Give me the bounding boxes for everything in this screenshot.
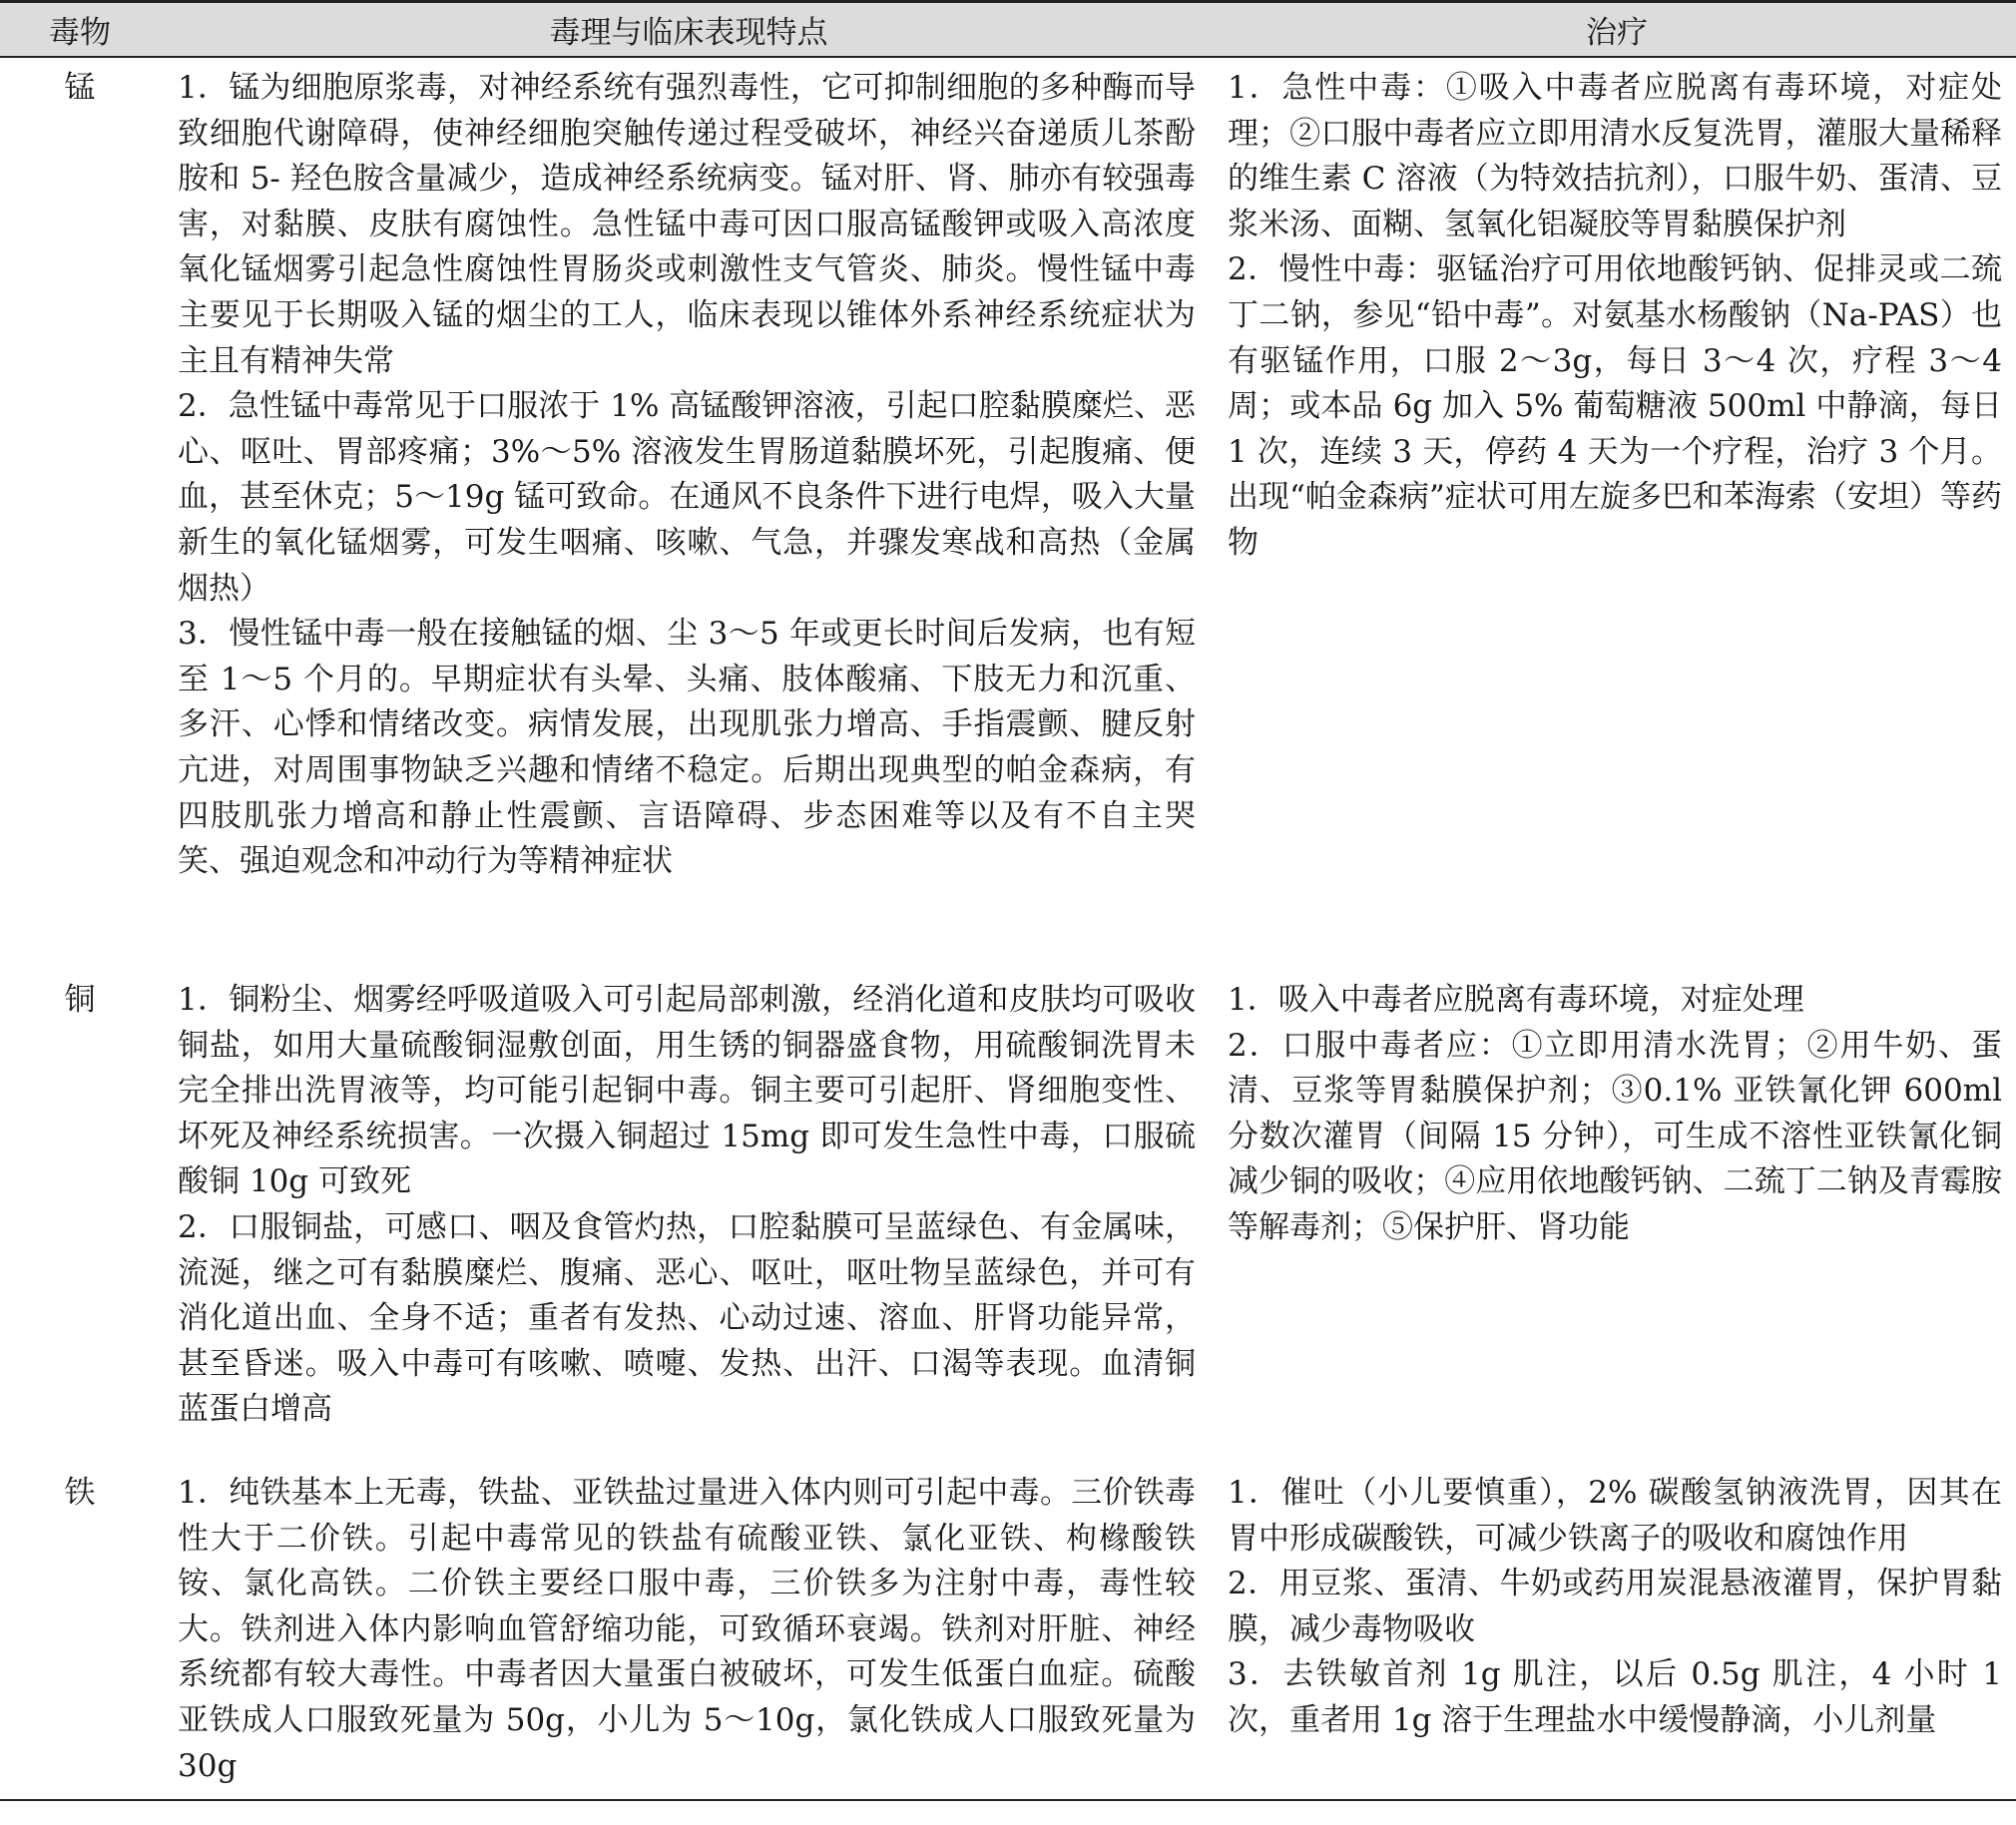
toxicity-cell	[160, 57, 1218, 970]
table-header-row	[0, 2, 2016, 58]
header-poison: 毒物	[0, 2, 160, 58]
treatment-cell	[1218, 970, 2016, 1463]
toxicity-paragraph: 2．急性锰中毒常见于口服浓于 1% 高锰酸钾溶液，引起口腔黏膜糜烂、恶心、呕吐、胃部疼痛；3%～5% 溶液发生胃肠道黏膜坏死，引起腹痛、便血，甚至休克；5～19g 锰可致命。在通风不良条件下进行电焊，吸入大量新生的氧化锰烟雾，可发生咽痛、咳嗽、气急，并骤发寒战和高热（金属烟热）	[178, 388, 1196, 607]
table-row	[0, 970, 2016, 1463]
treatment-paragraph: 2．口服中毒者应：①立即用清水洗胃；②用牛奶、蛋清、豆浆等胃黏膜保护剂；③0.1% 亚铁氰化钾 600ml 分数次灌胃（间隔 15 分钟），可生成不溶性亚铁氰化铜减少铜的吸收；④应用依地酸钙钠、二巯丁二钠及青霉胺等解毒剂；⑤保护肝、肾功能	[1228, 1027, 2002, 1245]
treatment-paragraph: 2．慢性中毒：驱锰治疗可用依地酸钙钠、促排灵或二巯丁二钠，参见“铅中毒”。对氨基水杨酸钠（Na-PAS）也有驱锰作用，口服 2～3g，每日 3～4 次，疗程 3～4 周；或本品 6g 加入 5% 葡萄糖液 500ml 中静滴，每日 1 次，连续 3 天，停药 4 天为一个疗程，治疗 3 个月。出现“帕金森病”症状可用左旋多巴和苯海索（安坦）等药物	[1228, 251, 2002, 561]
poison-cell: 铁	[0, 1463, 160, 1800]
table-row	[0, 57, 2016, 970]
treatment-cell	[1218, 57, 2016, 970]
header-treatment: 治疗	[1218, 2, 2016, 58]
poison-cell: 锰	[64, 70, 96, 106]
treatment-cell	[1218, 1463, 2016, 1800]
poison-cell: 铜	[64, 982, 96, 1018]
toxicity-paragraph: 1．锰为细胞原浆毒，对神经系统有强烈毒性，它可抑制细胞的多种酶而导致细胞代谢障碍，使神经细胞突触传递过程受破坏，神经兴奋递质儿茶酚胺和 5- 羟色胺含量减少，造成神经系统病变。锰对肝、肾、肺亦有较强毒害，对黏膜、皮肤有腐蚀性。急性锰中毒可因口服高锰酸钾或吸入高浓度氧化锰烟雾引起急性腐蚀性胃肠炎或刺激性支气管炎、肺炎。慢性锰中毒主要见于长期吸入锰的烟尘的工人，临床表现以锥体外系神经系统症状为主且有精神失常	[178, 70, 1196, 379]
treatment-paragraph: 1．急性中毒：①吸入中毒者应脱离有毒环境，对症处理；②口服中毒者应立即用清水反复洗胃，灌服大量稀释的维生素 C 溶液（为特效拮抗剂），口服牛奶、蛋清、豆浆米汤、面糊、氢氧化铝凝胶等胃黏膜保护剂	[1228, 70, 2002, 242]
toxicity-paragraph: 3．慢性锰中毒一般在接触锰的烟、尘 3～5 年或更长时间后发病，也有短至 1～5 个月的。早期症状有头晕、头痛、肢体酸痛、下肢无力和沉重、多汗、心悸和情绪改变。病情发展，出现肌张力增高、手指震颤、腱反射亢进，对周围事物缺乏兴趣和情绪不稳定。后期出现典型的帕金森病，有四肢肌张力增高和静止性震颤、言语障碍、步态困难等以及有不自主哭笑、强迫观念和冲动行为等精神症状	[178, 616, 1196, 880]
treatment-paragraph: 1．吸入中毒者应脱离有毒环境，对症处理	[1228, 982, 1804, 1018]
header-toxicity: 毒理与临床表现特点	[160, 2, 1218, 58]
toxicity-paragraph: 2．口服铜盐，可感口、咽及食管灼热，口腔黏膜可呈蓝绿色、有金属味，流涎，继之可有黏膜糜烂、腹痛、恶心、呕吐，呕吐物呈蓝绿色，并可有消化道出血、全身不适；重者有发热、心动过速、溶血、肝肾功能异常，甚至昏迷。吸入中毒可有咳嗽、喷嚏、发热、出汗、口渴等表现。血清铜蓝蛋白增高	[178, 1208, 1196, 1428]
toxicity-cell	[160, 1463, 1218, 1800]
treatment-paragraph: 1．催吐（小儿要慎重），2% 碳酸氢钠液洗胃，因其在胃中形成碳酸铁，可减少铁离子的吸收和腐蚀作用	[1228, 1475, 2002, 1557]
toxicity-paragraph: 1．纯铁基本上无毒，铁盐、亚铁盐过量进入体内则可引起中毒。三价铁毒性大于二价铁。引起中毒常见的铁盐有硫酸亚铁、氯化亚铁、枸橼酸铁铵、氯化高铁。二价铁主要经口服中毒，三价铁多为注射中毒，毒性较大。铁剂进入体内影响血管舒缩功能，可致循环衰竭。铁剂对肝脏、神经系统都有较大毒性。中毒者因大量蛋白被破坏，可发生低蛋白血症。硫酸亚铁成人口服致死量为 50g，小儿为 5～10g，氯化铁成人口服致死量为 30g	[178, 1475, 1196, 1784]
table-row	[0, 1463, 2016, 1800]
toxicity-cell	[160, 970, 1218, 1463]
treatment-paragraph: 3．去铁敏首剂 1g 肌注，以后 0.5g 肌注，4 小时 1 次，重者用 1g 溶于生理盐水中缓慢静滴，小儿剂量	[1228, 1656, 2002, 1738]
toxicity-paragraph: 1．铜粉尘、烟雾经呼吸道吸入可引起局部刺激，经消化道和皮肤均可吸收铜盐，如用大量硫酸铜湿敷创面，用生锈的铜器盛食物，用硫酸铜洗胃未完全排出洗胃液等，均可能引起铜中毒。铜主要可引起肝、肾细胞变性、坏死及神经系统损害。一次摄入铜超过 15mg 即可发生急性中毒，口服硫酸铜 10g 可致死	[178, 982, 1196, 1200]
treatment-paragraph: 2．用豆浆、蛋清、牛奶或药用炭混悬液灌胃，保护胃黏膜，减少毒物吸收	[1228, 1566, 2002, 1647]
